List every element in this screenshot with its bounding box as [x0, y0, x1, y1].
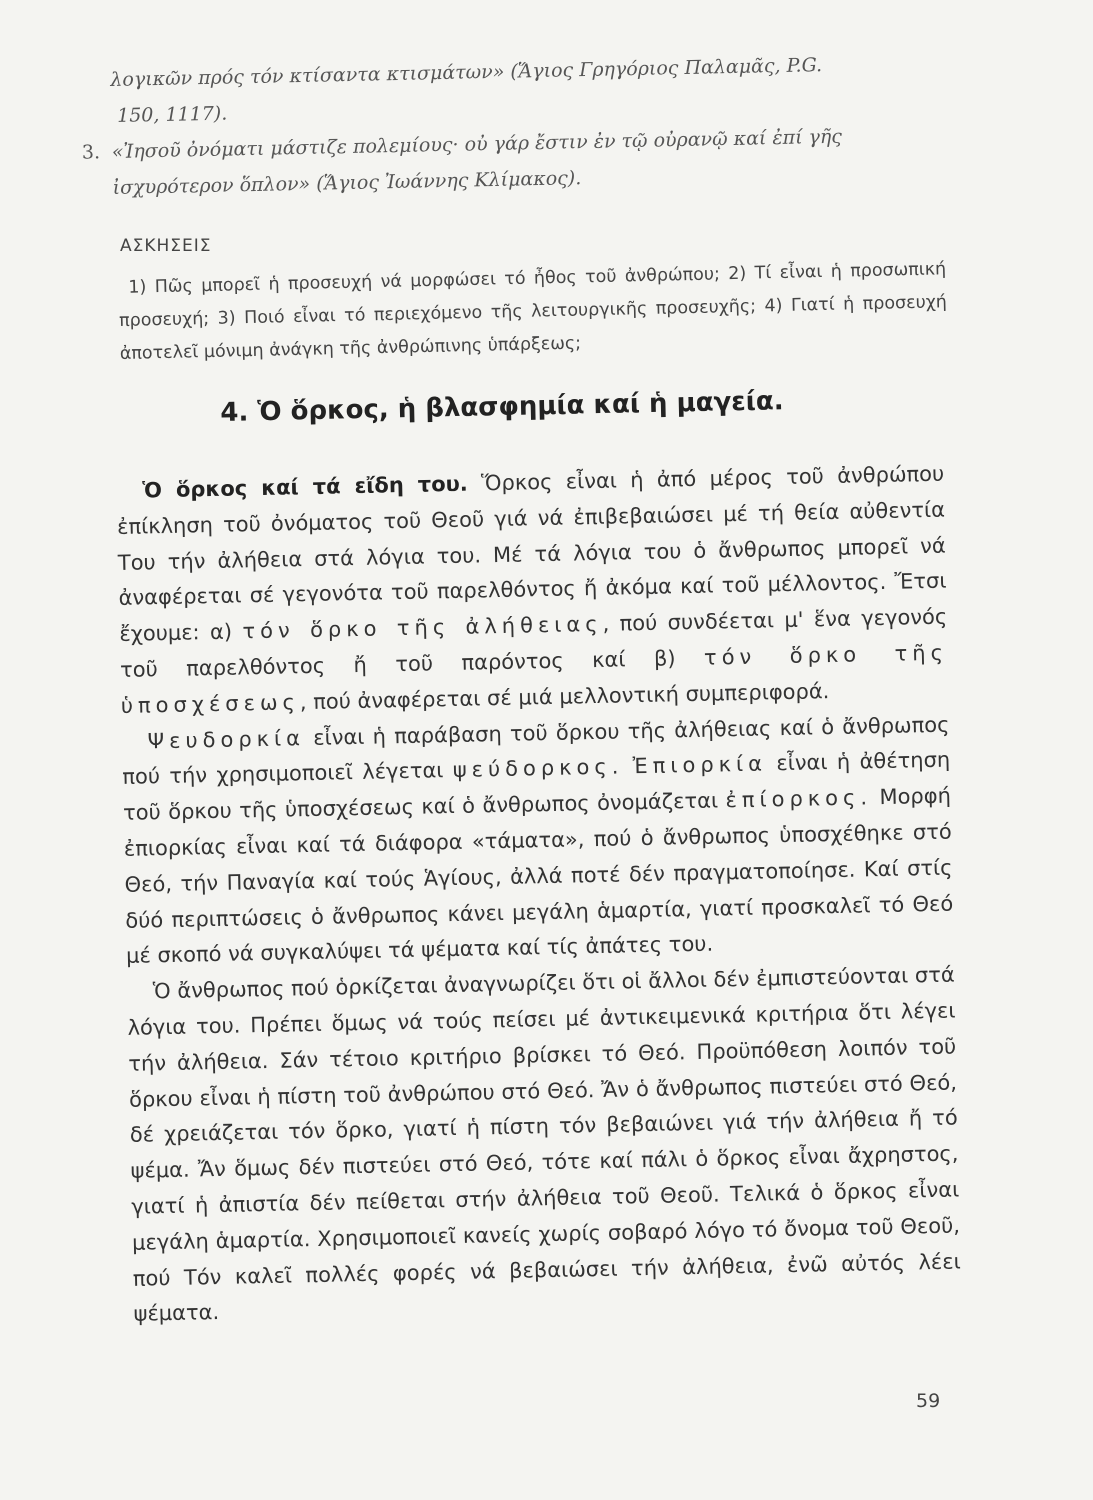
paragraph-2-part-1: εἶναι ἡ παράβαση τοῦ ὅρκου τῆς ἀλήθειας καί ὁ ἄνθρωπος πού τήν χρησιμοποιεῖ λέγεται	[122, 712, 950, 790]
paragraph-2-part-3: Μορφή ἐπιορκίας εἶναι καί τά διάφορα «τάματα», πού ὁ ἄνθρωπος ὑποσχέθηκε στό Θεό, τήν Παναγία καί τούς Ἁγίους, ἀλλά ποτέ δέν πραγματοποίησε. Καί στίς δύό περιπτώσεις ὁ ἄνθρωπος κάνει μεγάλη ἁμαρτία, γιατί προσκαλεῖ τό Θεό μέ σκοπό νά συγκαλύψει τά ψέματα καί τίς ἀπάτες του.	[123, 783, 954, 969]
term-oath-of-promise: τόν ὅρκο τῆς ὑποσχέσεως	[120, 640, 949, 718]
section-title: 4. Ὁ ὅρκος, ἡ βλασφημία καί ἡ μαγεία.	[220, 386, 784, 428]
term-epiorkos: ἐπίορκος.	[725, 785, 873, 813]
term-pseudorkia: Ψευδορκία	[147, 725, 306, 753]
term-epiorkia: Ἐπιορκία	[632, 751, 768, 779]
term-pseudorkos: ψεύδορκος.	[452, 754, 624, 783]
exercises-text: 1) Πῶς μπορεῖ ἡ προσευχή νά μορφώσει τό ἦθος τοῦ ἀνθρώπου; 2) Τί εἶναι ἡ προσωπική προσευχή; 3) Ποιό εἶναι τό περιεχόμενο τῆς λειτουργικῆς προσευχῆς; 4) Γιατί ἡ προσευχή ἀποτελεῖ μόνιμη ἀνάγκη τῆς ἀνθρώπινης ὑπάρξεως;	[118, 259, 948, 364]
quote-2-line-1: λογικῶν πρός τόν κτίσαντα κτισμάτων» (Ἅγιος Γρηγόριος Παλαμᾶς, P.G.	[110, 54, 823, 91]
term-oath-of-truth: τόν ὅρκο τῆς ἀλήθειας	[242, 612, 603, 644]
paragraph-3-text: Ὁ ἄνθρωπος πού ὁρκίζεται ἀναγνωρίζει ὅτι οἱ ἄλλοι δέν ἐμπιστεύονται στά λόγια του. Πρέπει ὅμως νά τούς πείσει μέ ἀντικειμενικά κριτήρια ὅτι λέγει τήν ἀλήθεια. Σάν τέτοιο κριτήριο βρίσκει τό Θεό. Προϋπόθεση λοιπόν τοῦ ὅρκου εἶναι ἡ πίστη τοῦ ἀνθρώπου στό Θεό. Ἄν ὁ ἄνθρωπος πιστεύει στό Θεό, δέ χρειάζεται τόν ὅρκο, γιατί ἡ πίστη τόν βεβαιώνει γιά τήν ἀλήθεια ἤ τό ψέμα. Ἄν ὅμως δέν πιστεύει στό Θεό, τότε καί πάλι ὁ ὅρκος εἶναι ἄχρηστος, γιατί ἡ ἀπιστία δέν πείθεται στήν ἀλήθεια τοῦ Θεοῦ. Τελικά ὁ ὅρκος εἶναι μεγάλη ἁμαρτία. Χρησιμοποιεῖ κανείς χωρίς σοβαρό λόγο τό ὄνομα τοῦ Θεοῦ, πού Τόν καλεῖ πολλές φορές νά βεβαιώσει τήν ἀλήθεια, ἐνῶ αὐτός λέει ψέματα.	[127, 962, 961, 1327]
paragraph-oath-faith	[126, 958, 961, 1333]
quote-3-number: 3.	[81, 141, 101, 164]
patristic-quotes	[81, 44, 963, 206]
paragraph-1-part-3: , πού ἀναφέρεται σέ μιά μελλοντική συμπεριφορά.	[299, 678, 830, 714]
paragraph-oath-types	[116, 457, 949, 725]
paragraph-1-part-2: , πού συνδέεται μ' ἕνα γεγονός τοῦ παρελθόντος ἤ τοῦ παρόντος καί β)	[119, 604, 948, 682]
section-body	[116, 457, 962, 1333]
quote-2-line-2: 150, 1117).	[116, 102, 228, 127]
paragraph-perjury	[121, 707, 954, 975]
paragraph-2-part-2: εἶναι ἡ ἀθέτηση τοῦ ὅρκου τῆς ὑποσχέσεως καί ὁ ἄνθρωπος ὀνομάζεται	[122, 747, 951, 826]
exercises-heading: ΑΣΚΗΣΕΙΣ	[120, 236, 212, 256]
paragraph-1-part-1: Ὅρκος εἶναι ἡ ἀπό μέρος τοῦ ἀνθρώπου ἐπίκληση τοῦ ὀνόματος τοῦ Θεοῦ γιά νά ἐπιβεβαιώσει μέ τή θεία αὐθεντία Του τήν ἀλήθεια στά λόγια του. Μέ τά λόγια του ὁ ἄνθρωπος μπορεῖ νά ἀναφέρεται σέ γεγονότα τοῦ παρελθόντος ἤ ἀκόμα καί τοῦ μέλλοντος. Ἔτσι ἔχουμε: α)	[116, 461, 947, 647]
subheading-oath-types: Ὁ ὅρκος καί τά εἴδη του.	[142, 471, 469, 503]
page-number: 59	[916, 1390, 941, 1412]
quote-3-text: «Ἰησοῦ ὀνόματι μάστιζε πολεμίους· οὐ γάρ ἔστιν ἐν τῷ οὐρανῷ καί ἐπί γῆς ἰσχυρότερον ὅπλον» (Ἅγιος Ἰωάννης Κλίμακος).	[111, 125, 843, 199]
